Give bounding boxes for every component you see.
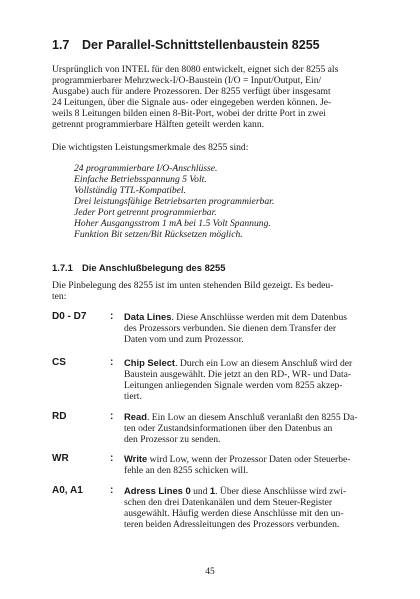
pin-intro-paragraph [52, 280, 380, 302]
intro-line: programmierbarer Mehrzweck-I/O-Baustein (I/O = Input/Output, Ein/ [52, 75, 322, 86]
pin-desc-line: des Prozessors verbunden. Sie dienen dem Transfer der [124, 323, 337, 334]
feature-item: Drei leistungsfähige Betriebsarten programmierbar. [74, 196, 275, 207]
pin-description [124, 411, 387, 445]
page-number: 45 [205, 566, 215, 577]
section-number: 1.7 [52, 38, 70, 52]
pin-colon: : [110, 411, 114, 422]
pin-label: WR [52, 453, 69, 464]
intro-line: getrennt programmierbare Hälften geteilt werden kann. [52, 119, 265, 130]
pin-colon: : [110, 453, 114, 464]
pin-term: Chip Select [124, 357, 176, 368]
feature-item: Einfache Betriebsspannung 5 Volt. [74, 174, 207, 185]
pin-term: 1 [209, 485, 216, 496]
pin-desc-line: . Über diese Anschlüsse wird zwi- [215, 486, 347, 497]
feature-item: 24 programmierbare I/O-Anschlüsse. [74, 163, 218, 174]
pin-desc-line: fehle an den 8255 schicken will. [124, 465, 249, 476]
pin-description [124, 311, 387, 345]
pin-desc-line: schen den drei Datenkanälen und dem Steuer-Register [124, 497, 333, 508]
features-intro: Die wichtigsten Leistungsmerkmale des 8255 sind: [52, 142, 249, 153]
pin-label: RD [52, 411, 67, 422]
intro-paragraph [52, 64, 380, 130]
pin-term-connector: und [190, 486, 210, 497]
section-title: Der Parallel-Schnittstellenbaustein 8255 [82, 38, 320, 52]
subsection-heading [52, 262, 372, 273]
pin-entry-address-lines [52, 485, 387, 545]
pin-entry-chip-select [52, 357, 387, 417]
pin-intro-line: Die Pinbelegung des 8255 ist im unten stehenden Bild gezeigt. Es bedeu- [52, 280, 334, 291]
pin-colon: : [110, 311, 114, 322]
pin-term: Write [124, 453, 148, 464]
pin-desc-line: ten oder Zustandsinformationen über den Datenbus an [124, 423, 333, 434]
pin-desc-line: . Diese Anschlüsse werden mit dem Datenbus [171, 312, 348, 323]
intro-line: Ursprünglich von INTEL für den 8080 entwickelt, eignet sich der 8255 als [52, 64, 339, 75]
pin-desc-line: tiert. [124, 391, 142, 402]
pin-desc-line: . Durch ein Low an diesem Anschluß wird der [175, 358, 353, 369]
pin-label: A0, A1 [52, 485, 83, 496]
intro-line: Ausgabe) auch für andere Prozessoren. Der 8255 verfügt über insgesamt [52, 86, 331, 97]
feature-item: Hoher Ausgangsstrom 1 mA bei 1.5 Volt Spannung. [74, 218, 271, 229]
feature-item: Jeder Port getrennt programmierbar. [74, 207, 217, 218]
subsection-number: 1.7.1 [52, 262, 73, 273]
pin-label: D0 - D7 [52, 311, 87, 322]
feature-item: Vollständig TTL-Kompatibel. [74, 185, 186, 196]
section-heading [52, 38, 392, 52]
pin-desc-line: ausgewählt. Häufig werden diese Anschlüsse mit den un- [124, 508, 344, 519]
features-list [74, 163, 384, 240]
pin-desc-line: teren beiden Adressleitungen des Prozessors verbunden. [124, 519, 340, 530]
pin-desc-line: Leitungen anliegenden Signale werden vom 8255 akzep- [124, 380, 343, 391]
intro-line: 24 Leitungen, über die Signale aus- oder eingegeben werden können. Je- [52, 97, 332, 108]
pin-colon: : [110, 485, 114, 496]
pin-term: Read [124, 411, 147, 422]
feature-item: Funktion Bit setzen/Bit Rücksetzen möglich. [74, 229, 243, 240]
pin-description [124, 357, 387, 402]
pin-desc-line: Daten vom und zum Prozessor. [124, 334, 244, 345]
pin-intro-line: ten: [52, 291, 67, 302]
pin-desc-line: wird Low, wenn der Prozessor Daten oder Steuerbe- [147, 454, 351, 465]
pin-colon: : [110, 357, 114, 368]
pin-desc-line: . Ein Low an diesem Anschluß veranlaßt den 8255 Da- [146, 412, 358, 423]
intro-line: weils 8 Leitungen bilden einen 8-Bit-Port, wobei der dritte Port in zwei [52, 108, 326, 119]
subsection-title: Die Anschlußbelegung des 8255 [82, 262, 226, 273]
pin-term: Data Lines [124, 311, 172, 322]
pin-desc-line: den Prozessor zu senden. [124, 434, 221, 445]
pin-desc-line: Baustein ausgewählt. Die jetzt an den RD-, WR- und Data- [124, 369, 352, 380]
pin-description [124, 485, 387, 530]
pin-label: CS [52, 357, 66, 368]
pin-description [124, 453, 387, 476]
pin-term: Adress Lines 0 [124, 485, 191, 496]
